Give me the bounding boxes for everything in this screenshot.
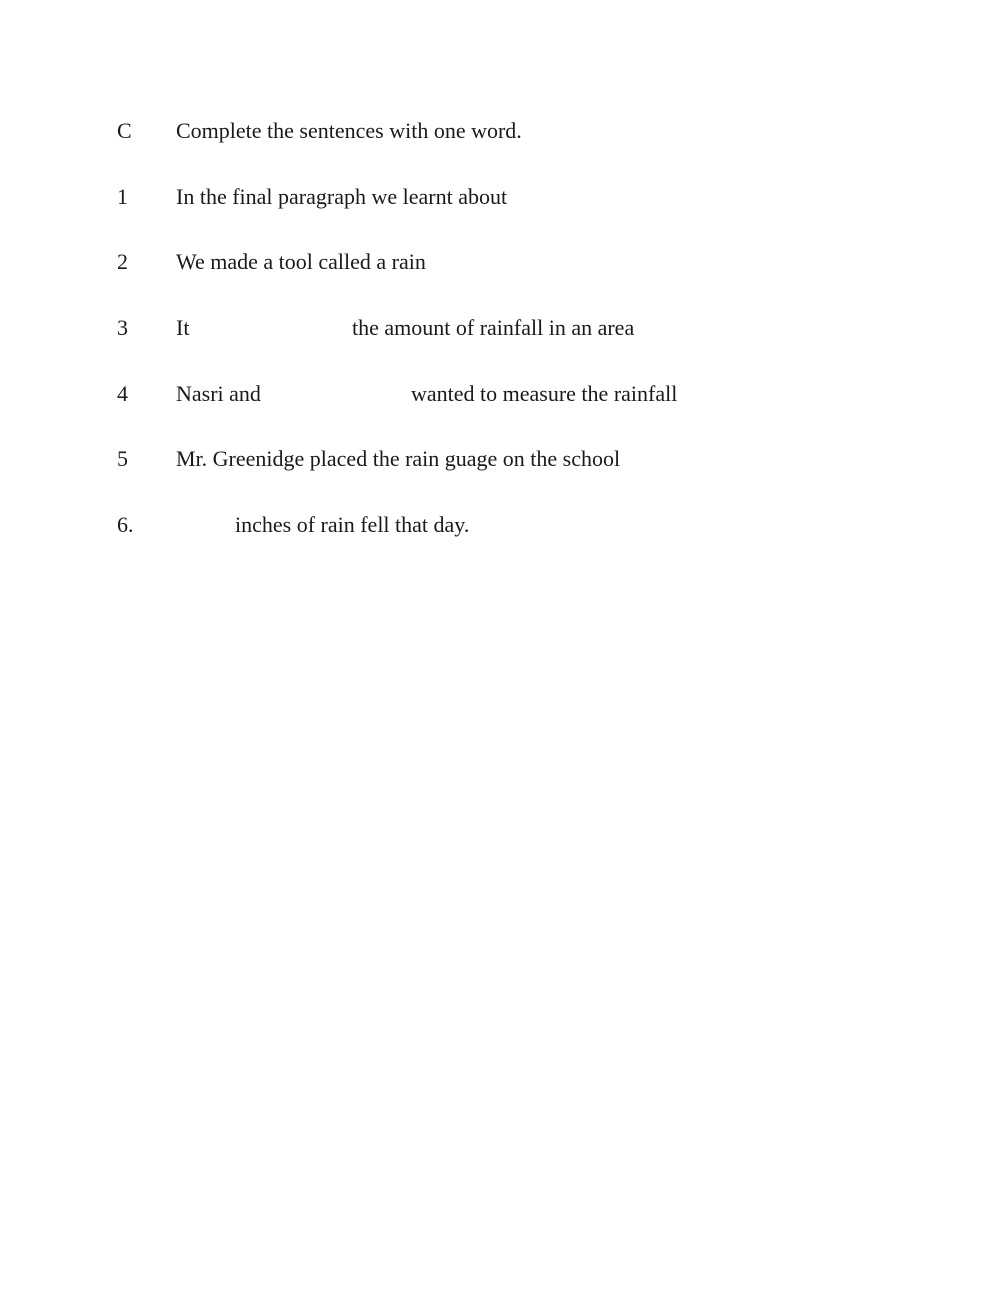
item-number: 2 xyxy=(117,249,128,274)
sentence-item-2 xyxy=(0,247,1000,277)
sentence-text-after-gap: inches of rain fell that day. xyxy=(235,512,470,537)
section-label: C xyxy=(117,118,132,143)
item-number: 4 xyxy=(117,381,128,406)
sentence-item-3 xyxy=(0,313,1000,343)
sentence-text-after-gap: the amount of rainfall in an area xyxy=(352,315,635,340)
item-number: 5 xyxy=(117,446,128,471)
sentence-text-before-gap: It xyxy=(176,315,190,340)
instruction-text: Complete the sentences with one word. xyxy=(176,118,522,143)
sentence-item-5 xyxy=(0,444,1000,474)
item-number: 6. xyxy=(117,512,134,537)
sentence-item-4 xyxy=(0,379,1000,409)
sentence-text: We made a tool called a rain xyxy=(176,249,426,274)
sentence-text: Mr. Greenidge placed the rain guage on the school xyxy=(176,446,621,471)
sentence-item-6 xyxy=(0,510,1000,540)
sentence-text-after-gap: wanted to measure the rainfall xyxy=(411,381,678,406)
item-number: 1 xyxy=(117,184,128,209)
item-number: 3 xyxy=(117,315,128,340)
sentence-text-before-gap: Nasri and xyxy=(176,381,261,406)
sentence-item-1 xyxy=(0,182,1000,212)
section-header xyxy=(0,116,1000,146)
sentence-text: In the final paragraph we learnt about xyxy=(176,184,508,209)
